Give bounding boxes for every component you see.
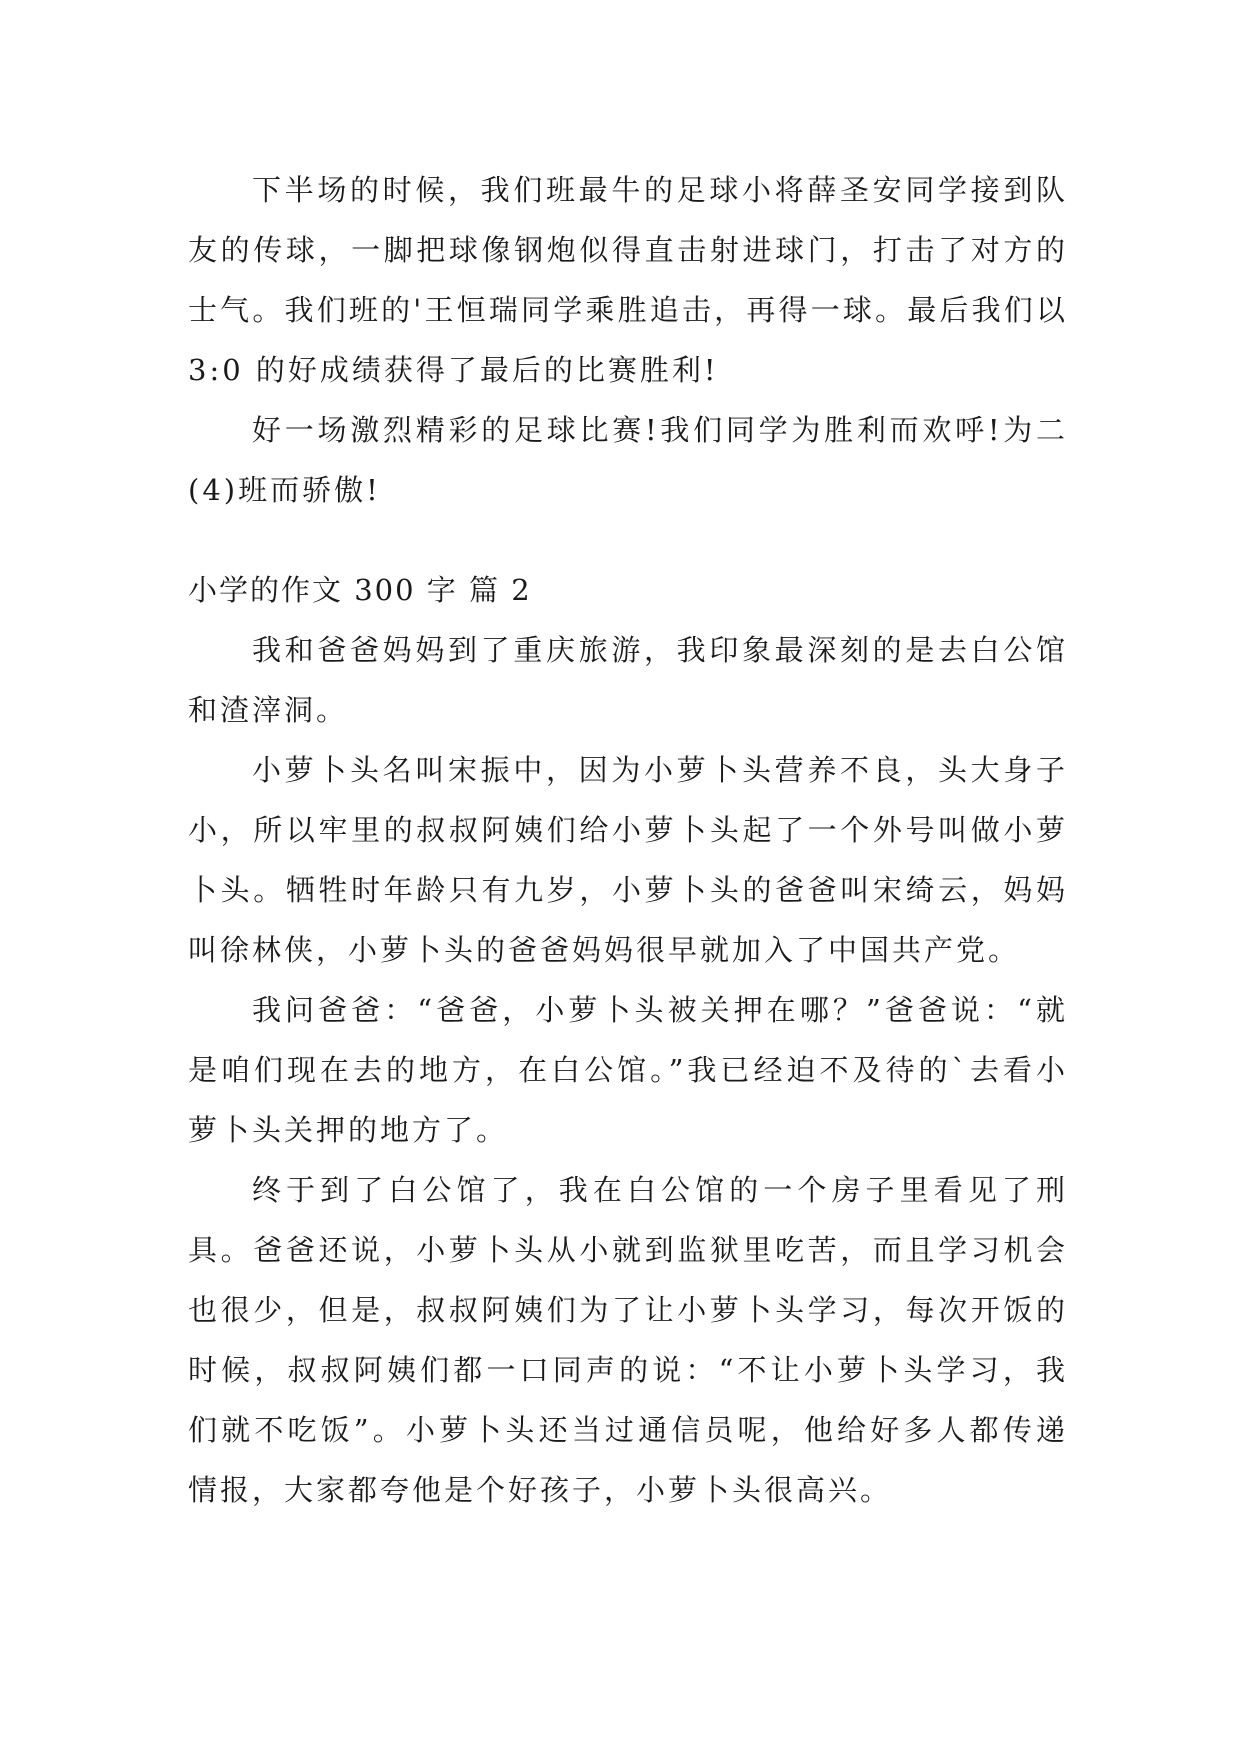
document-page (188, 160, 1068, 1520)
paragraph-match-result: 下半场的时候，我们班最牛的足球小将薛圣安同学接到队友的传球，一脚把球像钢炮似得直击射进球门，打击了对方的士气。我们班的'王恒瑞同学乘胜追击，再得一球。最后我们以 3:0 的好成绩获得了最后的比赛胜利! (188, 173, 1068, 387)
paragraph-cheer: 好一场激烈精彩的足球比赛!我们同学为胜利而欢呼!为二(4)班而骄傲! (188, 413, 1068, 507)
paragraph-question: 我问爸爸：“爸爸，小萝卜头被关押在哪？”爸爸说：“就是咱们现在去的地方，在白公馆。”我已经迫不及待的`去看小萝卜头关押的地方了。 (188, 993, 1068, 1147)
paragraph-visit: 终于到了白公馆了，我在白公馆的一个房子里看见了刑具。爸爸还说，小萝卜头从小就到监狱里吃苦，而且学习机会也很少，但是，叔叔阿姨们为了让小萝卜头学习，每次开饭的时候，叔叔阿姨们都一口同声的说：“不让小萝卜头学习，我们就不吃饭”。小萝卜头还当过通信员呢，他给好多人都传递情报，大家都夸他是个好孩子，小萝卜头很高兴。 (188, 1173, 1068, 1507)
paragraph-intro: 小萝卜头名叫宋振中，因为小萝卜头营养不良，头大身子小，所以牢里的叔叔阿姨们给小萝卜头起了一个外号叫做小萝卜头。牺牲时年龄只有九岁，小萝卜头的爸爸叫宋绮云，妈妈叫徐林侠，小萝卜头的爸爸妈妈很早就加入了中国共产党。 (188, 753, 1068, 967)
paragraph-trip: 我和爸爸妈妈到了重庆旅游，我印象最深刻的是去白公馆和渣滓洞。 (188, 633, 1068, 727)
section-title: 小学的作文 300 字 篇 2 (188, 573, 532, 607)
